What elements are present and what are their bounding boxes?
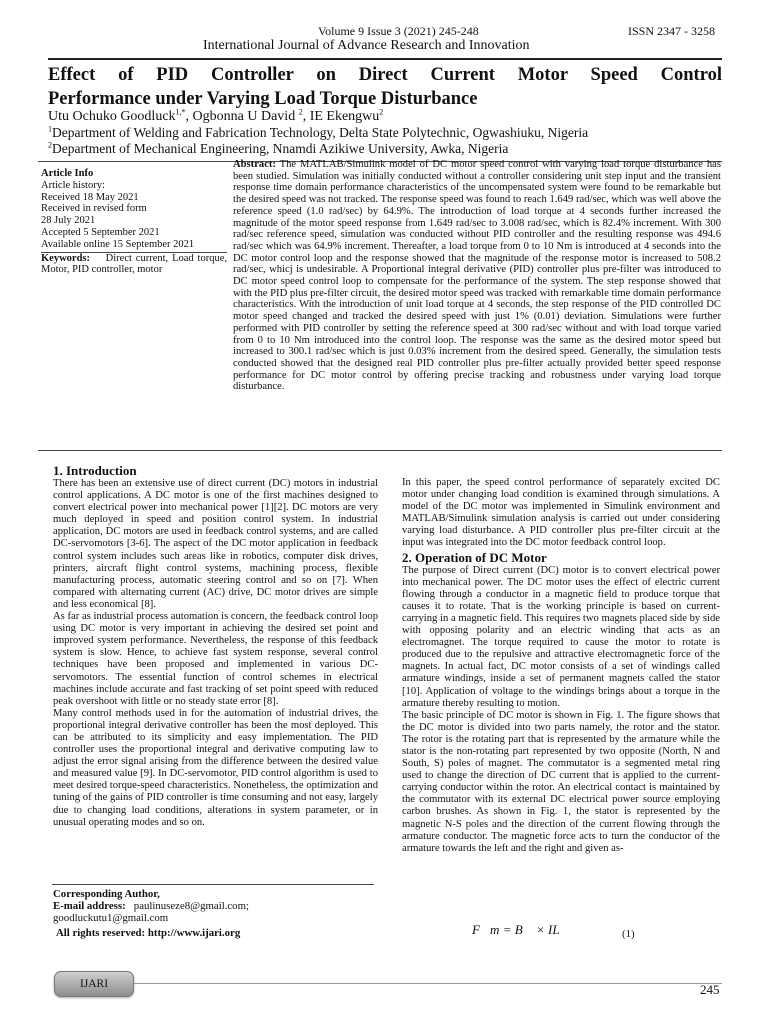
volume-info: Volume 9 Issue 3 (2021) 245-248 xyxy=(318,24,479,38)
title-line-1: Effect of PID Controller on Direct Current Motor Speed Control xyxy=(48,65,722,85)
author-name: , IE Ekengwu xyxy=(302,109,380,124)
journal-badge xyxy=(54,971,134,997)
author-list xyxy=(48,109,383,125)
footnote-divider xyxy=(52,884,374,885)
affiliation-2 xyxy=(48,141,508,157)
abstract-label: Abstract: xyxy=(233,159,276,170)
affiliation-1 xyxy=(48,125,588,141)
paragraph: The basic principle of DC motor is shown in Fig. 1. The figure shows that the DC motor is divided into two parts namely, the rotor and the stator. The rotor is the rotating part that is represented by the armature while the stator is the non-rotating part represented by two opposite (North, N and South, S) poles of magnet. The commutator is a segmented metal ring used to change the direction of DC current that is applied to the current-carrying conductor within the rotor. An electrical contact is maintained by the commutator with its external DC electrical power source employing carbon brushes. As shown in Fig. 1, the stator is represented by the magnetic N-S poles and the direction of the current flowing through the armature conductor. The magnetic force acts to turn the conductor of the armature towards the left and the right and given as- xyxy=(402,709,720,854)
rights-notice: All rights reserved: http://www.ijari.org xyxy=(56,927,241,939)
journal-badge-label: IJARI xyxy=(79,978,109,990)
email-1: paulinuseze8@gmail.com; xyxy=(133,900,249,912)
right-column xyxy=(402,477,720,855)
affiliation-text: Department of Welding and Fabrication Technology, Delta State Polytechnic, Ogwashiuku, Nigeria xyxy=(52,125,589,140)
abstract-divider xyxy=(38,450,722,451)
equation-number: (1) xyxy=(622,928,635,940)
paragraph: There has been an extensive use of direct current (DC) motors in industrial control applications. A DC motor is one of the first machines designed to convert electrical power into mechanical power [1][2]. DC motors are very much deployed in speed and position control system. In industrial application, DC motors are used in feedback control systems, and are called DC-servomotors [3-6]. The aspect of the DC motor application in feedback control system includes such areas like in robotics, computer disk drives, printers, aircraft flight control systems, machining process, flexible manufacturing process, automatic steering control and so on [7]. When compared with alternating current (AC) drive, DC motor drives are simple and less economical [8]. xyxy=(53,478,378,610)
keywords xyxy=(41,253,227,277)
section-heading-introduction: 1. Introduction xyxy=(53,463,137,478)
article-info-heading: Article Info xyxy=(41,168,94,179)
abstract xyxy=(233,159,721,393)
left-column xyxy=(53,463,378,829)
paragraph: In this paper, the speed control performance of separately excited DC motor under changing load condition is examined through simulations. A model of the DC motor was implemented in Simulink environment and MATLAB/Simulink simulation analysis is carried out under considering varying load disturbance. A PID controller plus pre-filter circuit at the input was integrated into the DC motor feedback control loop. xyxy=(402,477,720,549)
affiliation-sup: 2 xyxy=(48,140,52,150)
history-label: Article history: xyxy=(41,179,105,191)
affiliation-sup: 1 xyxy=(48,124,52,134)
article-info xyxy=(41,168,227,276)
author-name: Utu Ochuko Goodluck xyxy=(48,109,176,124)
author-sup: 2 xyxy=(379,107,384,117)
accepted-date: Accepted 5 September 2021 xyxy=(41,226,160,238)
revised-label: Received in revised form xyxy=(41,203,147,215)
author-name: , Ogbonna U David xyxy=(185,109,299,124)
email-label: E-mail address: xyxy=(53,900,126,912)
abstract-text: The MATLAB/Simulink model of DC motor speed control with varying load torque disturbance has been studied. Simulation was initially conducted without a controller considering unit step input and the transient response time domain performance characteristics of the uncompensated system were found to be remarkable but the desired speed was not tracked. The response speed was found to reach 1.649 rad/sec, which was well above the reference speed (1.0 rad/sec) by 64.9%. The introduction of load torque at 4 seconds further increased the magnitude of the motor speed response from 1.649 rad/sec to 3.008 rad/sec, which is 82.4% increment. With 300 rad/sec reference speed, simulation was conducted without PID controller and the resulting response was 494.6 rad/sec which was 64.9% increment. Thereafter, a load torque from 0 to 10 Nm is introduced at 4 seconds into the DC motor control loop and the response showed that the magnitude of the response motor is increased to 508.2 rad/sec, whicj is undesirable. A Proportional integral derivative (PID) controller plus pre-filter was introduced to DC motor speed control loop to compensate for the performance of the system. The step response showed that with the PID plus pre-filter circuit, the desired motor speed was tracked with remarkable time domain performance characteristics. With the introduction of unit load torque at 4 seconds, the step response of the PID controlled DC motor speed changed and tracked the desired speed with just 1% (0.01) deviation. Simulations were further performed with PID controller by setting the reference speed at 300 rad/sec without and with load torque varied from 0 to 10 Nm introduced into the control loop. The response was the same as the desired motor speed but increased to 300.1 rad/sec which is just 0.03% increment from the desired speed. Generally, the simulation tests conducted showed that the designed real PID controller plus pre-filter actually provided better speed response performance for DC motor control by offering precise tracking and robustness under varying load torque disturbance. xyxy=(233,159,721,393)
issn: ISSN 2347 - 3258 xyxy=(628,24,716,38)
revised-date: 28 July 2021 xyxy=(41,215,96,227)
corresponding-label: Corresponding Author, xyxy=(53,888,160,900)
journal-name: International Journal of Advance Research and Innovation xyxy=(203,38,530,53)
author-sup: 1,* xyxy=(175,107,186,117)
paragraph: The purpose of Direct current (DC) motor is to convert electrical power into mechanical power. The DC motor uses the effect of electric current flowing through a conductor in a magnetic field to produce torque that causes it to rotate. That is the working principle is based on current-carrying in a magnetic field. This requires two magnets placed side by side with opposing polarity and an electric winding that acts as an electromagnet. The torque required to cause the motor to rotate is produced due to the repulsive and attractive electromagnetic force of the magnets. In actual fact, DC motor consists of a set of windings called armature windings, inside a set of permanent magnets called the stator [10]. Application of voltage to the windings brings about a torque in the armature thereby resulting to motion. xyxy=(402,564,720,709)
paper-title xyxy=(48,63,722,111)
received-date: Received 18 May 2021 xyxy=(41,191,139,203)
affiliation-text: Department of Mechanical Engineering, Nnamdi Azikiwe University, Awka, Nigeria xyxy=(52,141,509,156)
footer-divider xyxy=(54,983,722,984)
header-divider xyxy=(48,58,722,60)
title-line-2: Performance under Varying Load Torque Disturbance xyxy=(48,89,478,109)
email-2: goodluckutu1@gmail.com xyxy=(53,912,169,924)
paragraph: Many control methods used in for the automation of industrial drives, the proportional integral derivative controller has been the most deployed. This can be attributed to its simplicity and easy implementation. The PID controller uses the proportional integral and derivative computing law to adjust the error signal arising from the difference between the desired value and measured value [9]. In DC-servomotor, PID control algorithm is used to meet desired torque-speed characteristics. Nonetheless, the optimization and tuning of the gains of PID controller is time consuming and not easy, largely due to changing load conditions, alterations in system parameter, or in unusual operating modes and so on. xyxy=(53,707,378,828)
equation-1: F⃗m = B⃗ × IL⃗ xyxy=(472,922,570,937)
section-heading-operation: 2. Operation of DC Motor xyxy=(402,549,547,565)
keywords-label: Keywords: xyxy=(41,252,90,264)
keywords-list: Direct current, Load torque, Motor, PID controller, motor xyxy=(41,252,228,276)
paragraph: As far as industrial process automation is concern, the feedback control loop using DC motor is very important in achieving the desired set point and improved system performance. Nevertheless, the response of this feedback system is slow. Hence, to achieve fast system response, several control techniques have been proposed and implemented in various DC-servomotors. The essential function of control schemes in electrical machines include accurate and fast tracking of set point speed with reduced peak overshoot with little or no steady state error [8]. xyxy=(53,611,378,707)
online-date: Available online 15 September 2021 xyxy=(41,238,195,250)
author-sup: 2 xyxy=(298,107,303,117)
page-number: 245 xyxy=(700,982,720,997)
corresponding-author xyxy=(53,888,375,924)
